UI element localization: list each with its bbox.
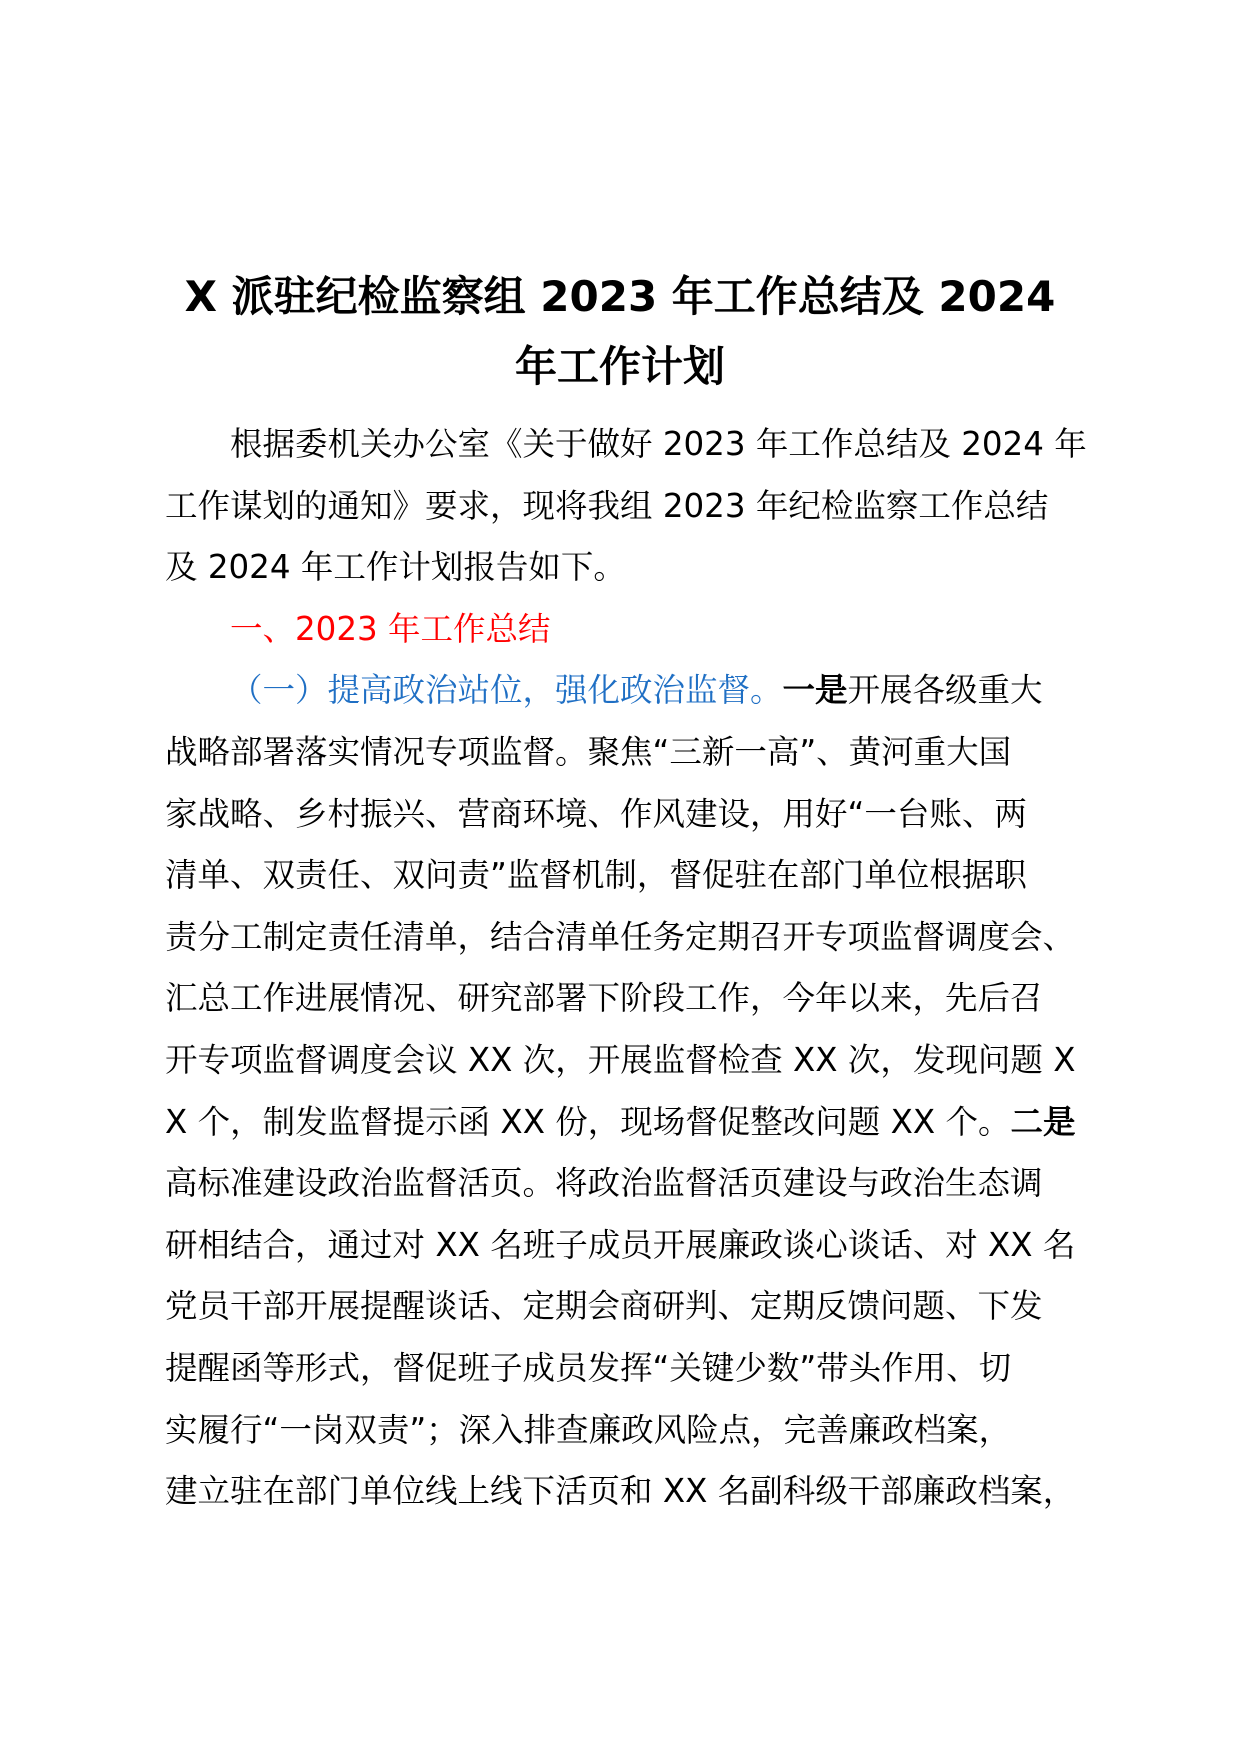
paragraph-line-with-marker [165,1092,1080,1154]
subsection-first-line [165,660,1080,722]
title-line-2: 年工作计划 [514,342,725,391]
paragraph-line: 战略部署落实情况专项监督。聚焦“三新一高”、黄河重大国 [165,732,1012,771]
paragraph-line: 建立驻在部门单位线上线下活页和 XX 名副科级干部廉政档案， [165,1472,1076,1511]
paragraph-line: 责分工制定责任清单，结合清单任务定期召开专项监督调度会、 [165,917,1076,956]
section-heading: 一、2023 年工作总结 [230,609,551,648]
subsection-heading: （一）提高政治站位，强化政治监督。 [230,671,783,710]
paragraph-line: 汇总工作进展情况、研究部署下阶段工作，今年以来，先后召 [165,979,1043,1018]
document-title [160,262,1080,402]
paragraph-line: 高标准建设政治监督活页。将政治监督活页建设与政治生态调 [165,1164,1043,1203]
title-line-1: X 派驻纪检监察组 2023 年工作总结及 2024 [184,272,1056,321]
intro-line: 根据委机关办公室《关于做好 2023 年工作总结及 2024 年 [230,425,1087,463]
line-before-marker: X 个，制发监督提示函 XX 份，现场督促整改问题 XX 个。 [165,1102,1011,1141]
paragraph-line: 家战略、乡村振兴、营商环境、作风建设，用好“一台账、两 [165,794,1027,833]
paragraph-line: 清单、双责任、双问责”监督机制，督促驻在部门单位根据职 [165,856,1027,895]
paragraph-line: 党员干部开展提醒谈话、定期会商研判、定期反馈问题、下发 [165,1287,1043,1326]
marker-second: 二是 [1010,1102,1076,1141]
paragraph-line: 开专项监督调度会议 XX 次，开展监督检查 XX 次，发现问题 X [165,1040,1076,1079]
paragraph-line: 研相结合，通过对 XX 名班子成员开展廉政谈心谈话、对 XX 名 [165,1225,1076,1264]
paragraph-line: 实履行“一岗双责”；深入排查廉政风险点，完善廉政档案， [165,1410,1012,1449]
marker-first: 一是 [782,671,848,710]
first-line-rest: 开展各级重大 [847,671,1043,710]
intro-line: 及 2024 年工作计划报告如下。 [165,548,626,587]
intro-line: 工作谋划的通知》要求，现将我组 2023 年纪检监察工作总结 [165,486,1049,525]
document-body [165,414,1087,1523]
paragraph-line: 提醒函等形式，督促班子成员发挥“关键少数”带头作用、切 [165,1348,1012,1387]
